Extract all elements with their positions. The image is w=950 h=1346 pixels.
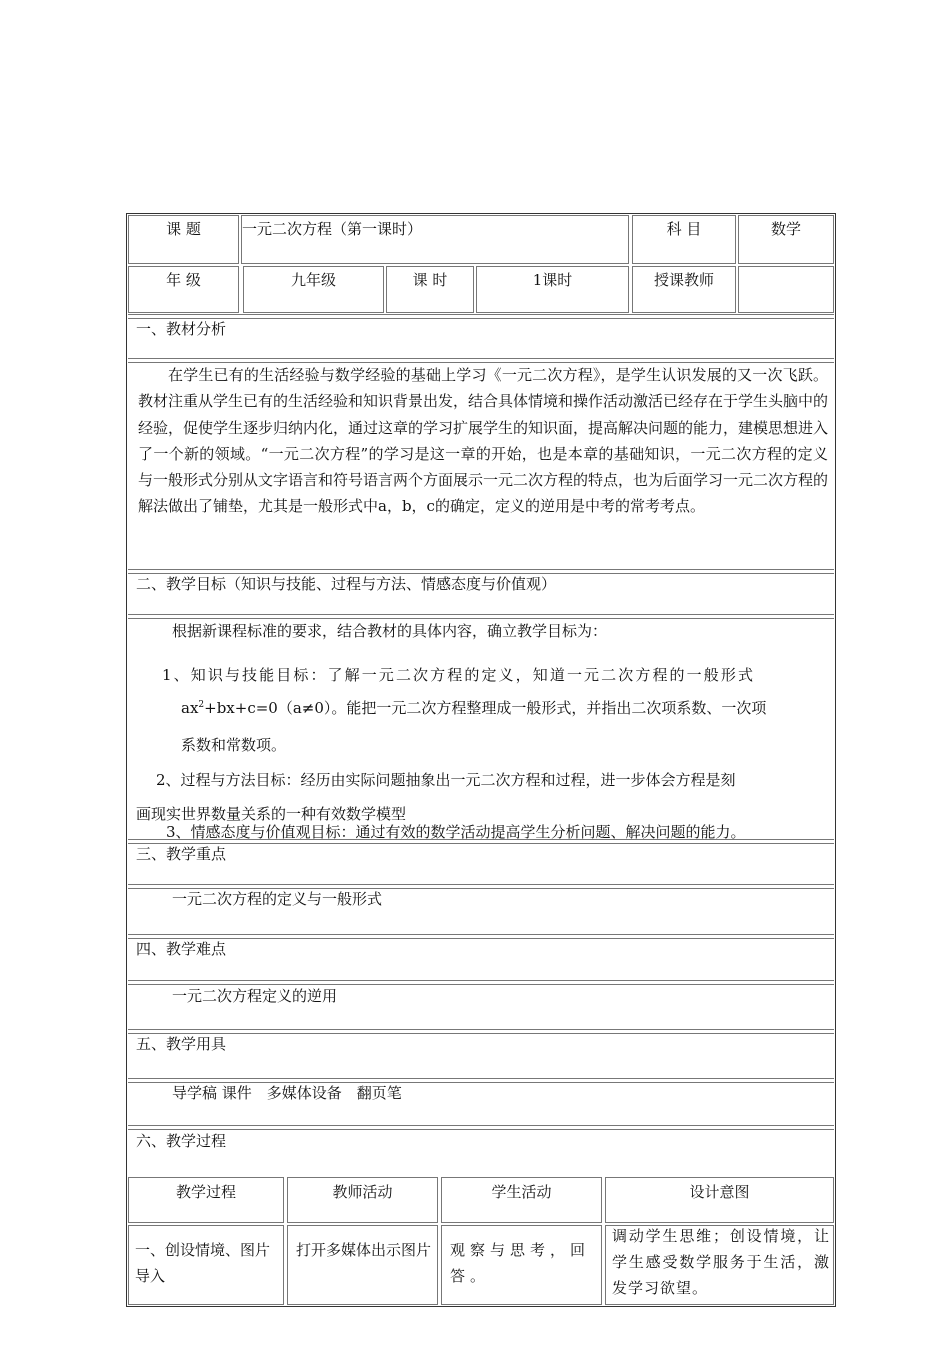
section3-title: 三、教学重点: [136, 845, 227, 863]
row1-teacher-cell: [287, 1225, 438, 1305]
subject-value: 数学: [770, 220, 801, 238]
goal3: 3、情感态度与价值观目标：通过有效的数学活动提高学生分析问题、解决问题的能力。: [166, 823, 746, 841]
teacher-label-cell: [632, 266, 736, 313]
topic-label: 课 题: [166, 220, 201, 238]
student-col-header: 学生活动: [491, 1183, 552, 1201]
teacher-col-header-cell: [287, 1177, 438, 1223]
grade-label: 年 级: [166, 271, 201, 289]
row1-student: 观察与思考，回答。: [450, 1241, 591, 1285]
row1-process: 一、创设情境、图片导入: [135, 1241, 271, 1285]
subject-value-cell: [738, 215, 834, 264]
section1-title: 一、教材分析: [136, 320, 227, 338]
section6-title: 六、教学过程: [136, 1132, 227, 1150]
row1-student-cell: [441, 1225, 602, 1305]
section2-title: 二、教学目标（知识与技能、过程与方法、情感态度与价值观）: [136, 575, 557, 593]
row1-teacher: 打开多媒体出示图片: [296, 1241, 432, 1259]
grade-value-cell: [243, 266, 384, 313]
section2-intro: 根据新课程标准的要求，结合教材的具体内容，确立教学目标为：: [172, 622, 608, 640]
row1-intent-cell: [605, 1225, 834, 1305]
topic-value-cell: [241, 215, 629, 264]
student-col-header-cell: [441, 1177, 602, 1223]
grade-label-cell: [128, 266, 239, 313]
goal2-line2: 画现实世界数量关系的一种有效数学模型: [136, 805, 407, 823]
section3-body: 一元二次方程的定义与一般形式: [172, 890, 383, 908]
teacher-col-header: 教师活动: [332, 1183, 393, 1201]
row1-intent: 调动学生思维；创设情境，让学生感受数学服务于生活，激发学习欲望。: [612, 1227, 830, 1297]
topic-value: 一元二次方程（第一课时）: [242, 220, 423, 238]
hours-value-cell: [476, 266, 629, 313]
row1-process-cell: [128, 1225, 284, 1305]
row-divider: [128, 839, 834, 844]
process-col-header: 教学过程: [175, 1183, 236, 1201]
goal1-line1: 1、知识与技能目标：了解一元二次方程的定义，知道一元二次方程的一般形式: [162, 666, 756, 684]
formula-ax: ax: [181, 699, 199, 717]
goal2-line1: 2、过程与方法目标：经历由实际问题抽象出一元二次方程和过程，进一步体会方程是刻: [156, 771, 736, 789]
intent-col-header: 设计意图: [689, 1183, 750, 1201]
hours-value: 1课时: [532, 271, 573, 289]
goal1-line3: 系数和常数项。: [181, 736, 287, 754]
formula-exponent: 2: [198, 700, 205, 710]
row-divider: [128, 934, 834, 939]
row-divider: [128, 614, 834, 619]
row-divider: [128, 1125, 834, 1130]
section1-body: 在学生已有的生活经验与数学经验的基础上学习《一元二次方程》，是学生认识发展的又一次飞跃。教材注重从学生已有的生活经验和知识背景出发，结合具体情境和操作活动激活已经存在于学生头脑中的经验，促使学生逐步归纳内化，通过这章的学习扩展学生的知识面，提高解决问题的能力，建模思想进入了一个新的领域。“一元二次方程”的学习是这一章的开始，也是本章的基础知识，一元二次方程的定义与一般形式分别从文字语言和符号语言两个方面展示一元二次方程的特点，也为后面学习一元二次方程的解法做出了铺垫，尤其是一般形式中a，b，c的确定，定义的逆用是中考的常考考点。: [138, 366, 829, 516]
intent-col-header-cell: [605, 1177, 834, 1223]
row-divider: [128, 314, 834, 319]
subject-label-cell: [632, 215, 736, 264]
hours-label-cell: [386, 266, 474, 313]
hours-label: 课 时: [412, 271, 448, 289]
section5-title: 五、教学用具: [136, 1035, 227, 1053]
goal1-line2-rest: +bx+c=0（a≠0）。能把一元二次方程整理成一般形式，并指出二次项系数、一次项: [204, 699, 767, 717]
row-divider: [128, 1029, 834, 1034]
section5-body: 导学稿 课件 多媒体设备 翻页笔: [172, 1084, 402, 1102]
teacher-label: 授课教师: [653, 271, 714, 289]
section4-title: 四、教学难点: [136, 940, 227, 958]
section4-body: 一元二次方程定义的逆用: [172, 987, 338, 1005]
teacher-value-cell: [738, 266, 834, 313]
grade-value: 九年级: [290, 271, 336, 289]
process-col-header-cell: [128, 1177, 284, 1223]
subject-label: 科 目: [666, 220, 702, 238]
goal1-line2: [181, 697, 766, 718]
topic-label-cell: [128, 215, 239, 264]
